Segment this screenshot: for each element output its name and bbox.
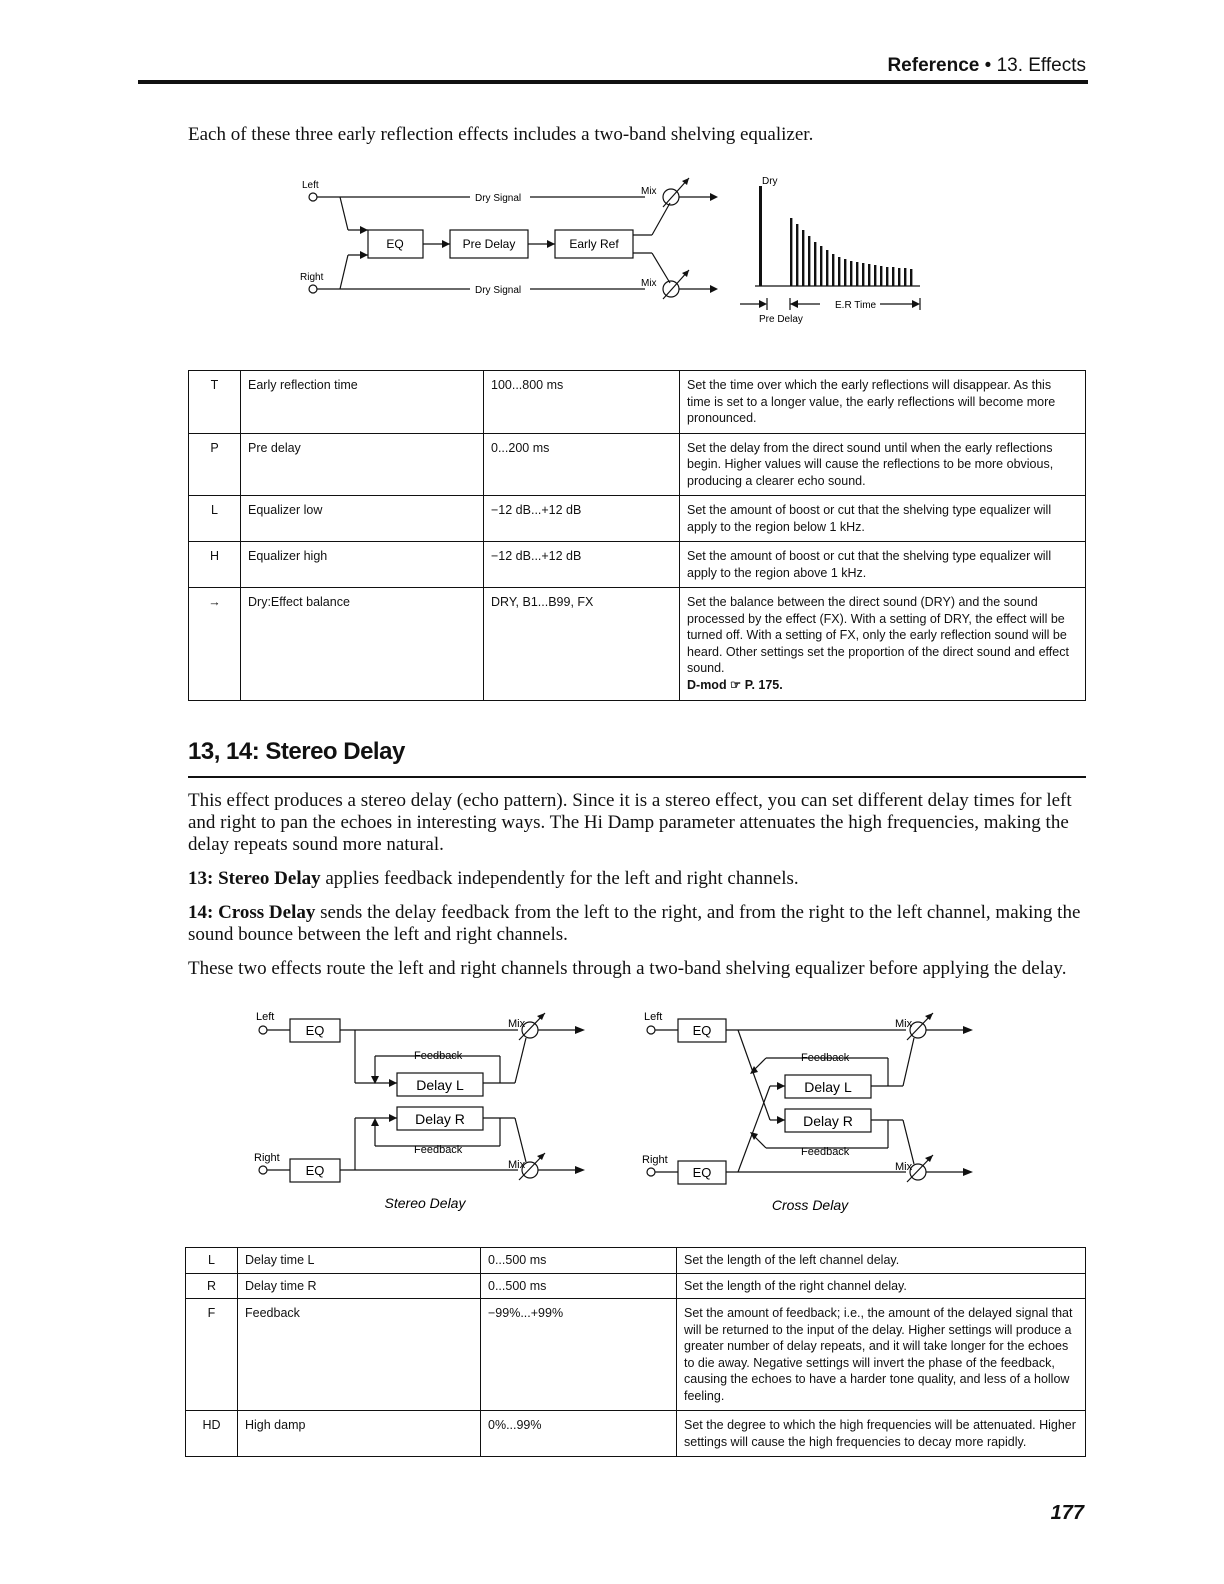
section-title: 13, 14: Stereo Delay [188, 738, 405, 765]
param-name: Equalizer high [241, 542, 484, 588]
eq-routing-paragraph: These two effects route the left and right channels through a two-band shelving equalizer before applying the delay. [188, 958, 1067, 979]
cross-delay-diagram [638, 1008, 988, 1220]
d2c-delay-l: Delay L [804, 1079, 852, 1095]
stereo-delay-text: applies feedback independently for the left and right channels. [320, 868, 799, 889]
param-range: DRY, B1...B99, FX [484, 588, 680, 701]
d2c-caption: Cross Delay [771, 1197, 849, 1213]
intro-paragraph: Each of these three early reflection effects includes a two-band shelving equalizer. [188, 124, 814, 145]
d2s-mix-bottom: Mix [508, 1159, 526, 1171]
section-rule [188, 776, 1086, 778]
param-name: Dry:Effect balance [241, 588, 484, 701]
table-row [186, 1273, 1086, 1299]
d1-dry-signal-top: Dry Signal [475, 193, 522, 204]
param-range: 0...200 ms [484, 433, 680, 496]
param-key: L [186, 1248, 238, 1274]
param-desc: Set the amount of boost or cut that the shelving type equalizer will apply to the region above 1 kHz. [680, 542, 1086, 588]
d1-eq-block: EQ [386, 237, 404, 251]
param-range: −12 dB...+12 dB [484, 496, 680, 542]
table-row [186, 1248, 1086, 1274]
table-row [189, 588, 1086, 701]
param-key: L [189, 496, 241, 542]
d2c-right: Right [642, 1154, 668, 1166]
param-name: High damp [238, 1411, 481, 1457]
d2s-feedback-bottom: Feedback [414, 1144, 463, 1156]
d2s-right: Right [254, 1152, 280, 1164]
header-section: Reference [887, 55, 980, 76]
param-desc: Set the length of the right channel delay. [677, 1273, 1086, 1299]
cross-delay-term: 14: Cross Delay [188, 902, 316, 923]
page-reference: D-mod ☞ P. 175. [687, 677, 783, 692]
page-header: Reference • 13. Effects [887, 55, 1086, 76]
param-range: 0...500 ms [481, 1273, 677, 1299]
param-key: T [189, 371, 241, 434]
d1-mix-top: Mix [641, 186, 657, 197]
param-name: Feedback [238, 1299, 481, 1411]
param-range: −99%...+99% [481, 1299, 677, 1411]
stereo-delay-diagram [250, 1008, 600, 1218]
param-key: R [186, 1273, 238, 1299]
param-desc-cell [680, 588, 1086, 701]
d2s-eq-top: EQ [305, 1023, 325, 1038]
early-reflection-param-table [188, 370, 1086, 701]
param-desc: Set the amount of boost or cut that the shelving type equalizer will apply to the region below 1 kHz. [680, 496, 1086, 542]
d2c-mix-bottom: Mix [895, 1161, 913, 1173]
d2s-mix-top: Mix [508, 1018, 526, 1030]
d1-early-ref-block: Early Ref [569, 237, 619, 251]
param-name: Delay time R [238, 1273, 481, 1299]
header-chapter: 13. Effects [996, 55, 1086, 76]
d2c-feedback-bottom: Feedback [801, 1146, 850, 1158]
d2c-mix-top: Mix [895, 1018, 913, 1030]
d2s-left: Left [256, 1011, 275, 1023]
param-key: → [189, 588, 241, 701]
param-desc: Set the delay from the direct sound until when the early reflections begin. Higher values will cause the reflections to be more obvious, producing a clearer echo sound. [680, 433, 1086, 496]
d2c-eq-top: EQ [692, 1023, 712, 1038]
d2c-delay-r: Delay R [803, 1113, 853, 1129]
early-reflection-diagram [290, 170, 940, 330]
param-desc: Set the balance between the direct sound (DRY) and the sound processed by the effect (FX). With a setting of DRY, the effect will be turned off. With a setting of FX, only the early reflection sound will be heard. Other settings set the proportion of the direct sound and effect sound. [687, 595, 1069, 675]
d2c-left: Left [644, 1011, 663, 1023]
table-row [186, 1411, 1086, 1457]
param-range: 0...500 ms [481, 1248, 677, 1274]
param-desc: Set the time over which the early reflections will disappear. As this time is set to a longer value, the early reflections will become more pronounced. [680, 371, 1086, 434]
param-range: −12 dB...+12 dB [484, 542, 680, 588]
d2s-feedback-top: Feedback [414, 1050, 463, 1062]
table-row [189, 371, 1086, 434]
d2s-caption: Stereo Delay [384, 1195, 466, 1211]
table-row [189, 542, 1086, 588]
d1-pre-delay-label: Pre Delay [759, 314, 803, 325]
table-row [186, 1299, 1086, 1411]
d2c-eq-bottom: EQ [692, 1165, 712, 1180]
param-name: Pre delay [241, 433, 484, 496]
param-key: H [189, 542, 241, 588]
d1-dry-label: Dry [762, 176, 778, 187]
d2s-delay-r: Delay R [415, 1111, 465, 1127]
cross-delay-paragraph [188, 902, 1088, 946]
param-desc: Set the length of the left channel delay. [677, 1248, 1086, 1274]
table-row [189, 433, 1086, 496]
d1-er-time-label: E.R Time [835, 300, 877, 311]
d1-pre-delay-block: Pre Delay [462, 237, 516, 251]
stereo-delay-paragraph [188, 868, 1088, 890]
param-key: P [189, 433, 241, 496]
stereo-delay-param-table [185, 1247, 1086, 1457]
d2s-delay-l: Delay L [416, 1077, 464, 1093]
d2c-feedback-top: Feedback [801, 1052, 850, 1064]
d2s-eq-bottom: EQ [305, 1163, 325, 1178]
param-desc: Set the degree to which the high frequencies will be attenuated. Higher settings will cause the high frequencies to decay more rapidly. [677, 1411, 1086, 1457]
param-name: Delay time L [238, 1248, 481, 1274]
stereo-delay-term: 13: Stereo Delay [188, 868, 321, 889]
param-desc: Set the amount of feedback; i.e., the amount of the delayed signal that will be returned to the input of the delay. Higher settings will produce a greater number of delay repeats, and it will take longer for the echoes to die away. Negative settings will invert the phase of the feedback, causing the echoes to have a harder tone quality, and less of a hollow feeling. [677, 1299, 1086, 1411]
cross-delay-text: sends the delay feedback from the left to the right, and from the right to the left channel, making the sound bounce between the left and right channels. [188, 902, 1081, 945]
page-number: 177 [1050, 1502, 1084, 1524]
param-key: F [186, 1299, 238, 1411]
param-key: HD [186, 1411, 238, 1457]
d1-right-label: Right [300, 272, 324, 283]
d1-left-label: Left [302, 180, 319, 191]
d1-dry-signal-bottom: Dry Signal [475, 285, 522, 296]
param-range: 0%...99% [481, 1411, 677, 1457]
param-range: 100...800 ms [484, 371, 680, 434]
header-rule [138, 80, 1088, 84]
d1-mix-bottom: Mix [641, 278, 657, 289]
param-name: Early reflection time [241, 371, 484, 434]
section-intro-paragraph: This effect produces a stereo delay (echo pattern). Since it is a stereo effect, you can set different delay times for left and right to pan the echoes in interesting ways. The Hi Damp parameter attenuates the high frequencies, making the delay repeats sound more natural. [188, 790, 1072, 855]
table-row [189, 496, 1086, 542]
param-name: Equalizer low [241, 496, 484, 542]
